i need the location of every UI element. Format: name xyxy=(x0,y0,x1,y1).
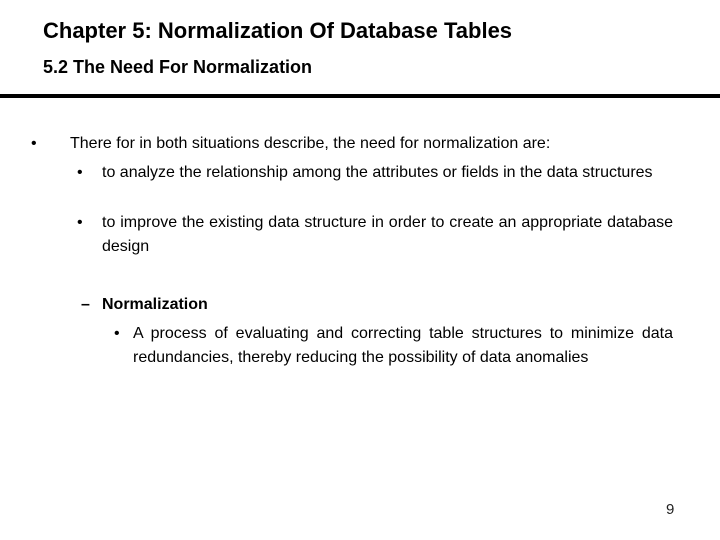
term-text: Normalization xyxy=(102,296,208,313)
sub-bullet-text: to improve the existing data structure in order to create an appropriate database design xyxy=(102,214,673,255)
bullet-icon: • xyxy=(31,135,37,152)
sub-bullet-improve xyxy=(77,211,673,259)
sub-bullet-text: to analyze the relationship among the attributes or fields in the data structures xyxy=(102,164,653,181)
dash-icon: – xyxy=(81,296,90,313)
bullet-icon: • xyxy=(77,214,83,231)
main-bullet-text: There for in both situations describe, the need for normalization are: xyxy=(70,135,551,152)
bullet-icon: • xyxy=(114,325,120,342)
slide-subtitle: 5.2 The Need For Normalization xyxy=(43,57,313,77)
sub-bullet-analyze xyxy=(77,161,673,185)
bullet-icon: • xyxy=(77,164,83,181)
title-divider xyxy=(0,94,720,98)
term-definition xyxy=(114,322,673,370)
definition-text: A process of evaluating and correcting table structures to minimize data redundancies, thereby reducing the possibility of data anomalies xyxy=(133,325,673,366)
slide-title: Chapter 5: Normalization Of Database Tables xyxy=(43,18,513,43)
page-number: 9 xyxy=(666,501,675,518)
